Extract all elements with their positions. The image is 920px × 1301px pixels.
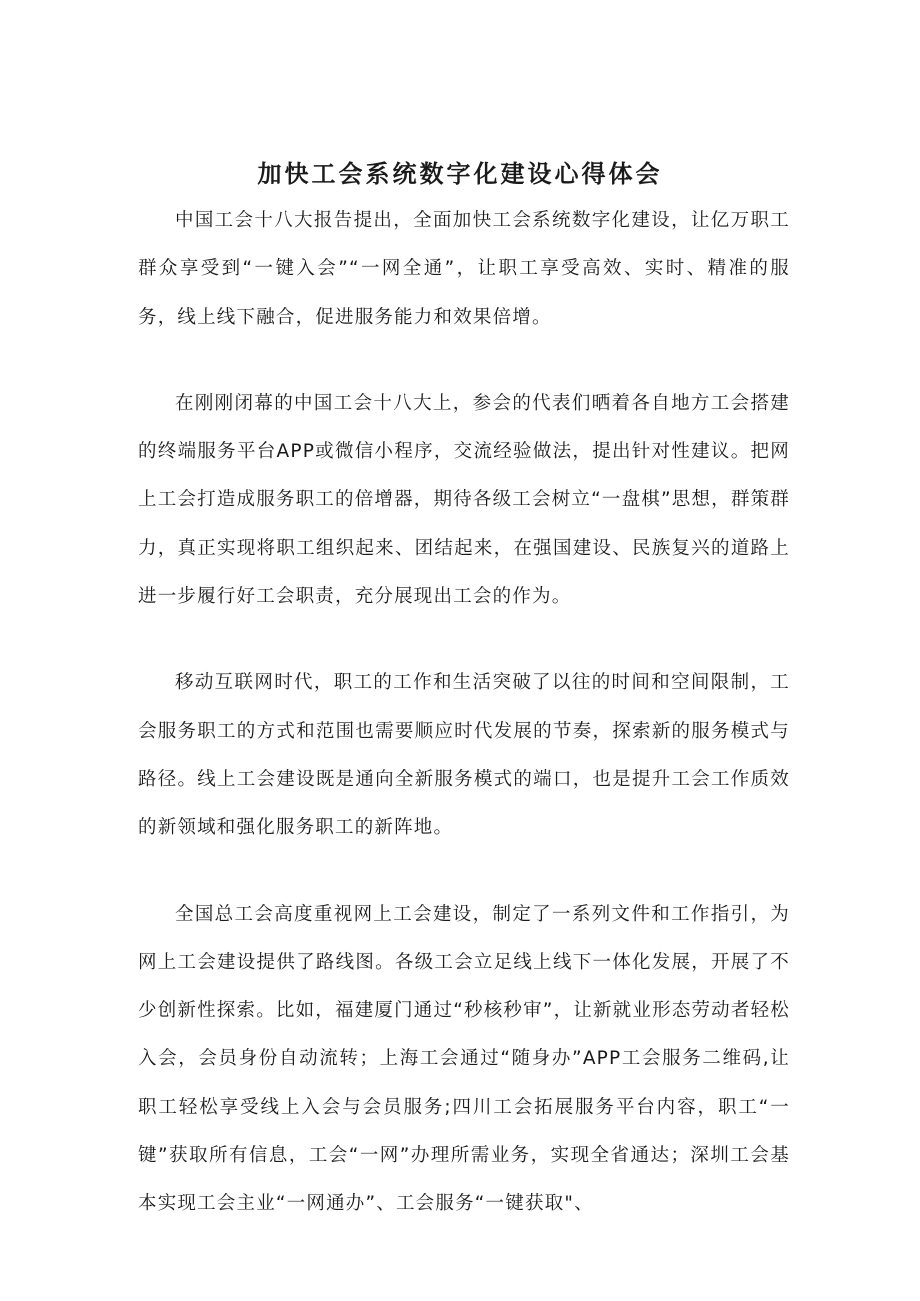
- paragraph: 中国工会十八大报告提出，全面加快工会系统数字化建设，让亿万职工群众享受到“一键入会”“一网全通”，让职工享受高效、实时、精准的服务，线上线下融合，促进服务能力和效果倍增。: [138, 210, 790, 328]
- paragraph: 移动互联网时代，职工的工作和生活突破了以往的时间和空间限制，工会服务职工的方式和范围也需要顺应时代发展的节奏，探索新的服务模式与路径。线上工会建设既是通向全新服务模式的端口，也是提升工会工作质效的新领域和强化服务职工的新阵地。: [138, 672, 790, 839]
- paragraph: 在刚刚闭幕的中国工会十八大上，参会的代表们晒着各自地方工会搭建的终端服务平台APP或微信小程序，交流经验做法，提出针对性建议。把网上工会打造成服务职工的倍增器，期待各级工会树立“一盘棋”思想，群策群力，真正实现将职工组织起来、团结起来，在强国建设、民族复兴的道路上进一步履行好工会职责，充分展现出工会的作为。: [138, 392, 790, 608]
- paragraph: 全国总工会高度重视网上工会建设，制定了一系列文件和工作指引，为网上工会建设提供了路线图。各级工会立足线上线下一体化发展，开展了不少创新性探索。比如，福建厦门通过“秒核秒审”，让新就业形态劳动者轻松入会，会员身份自动流转；上海工会通过“随身办”APP工会服务二维码,让职工轻松享受线上入会与会员服务;四川工会拓展服务平台内容，职工“一键”获取所有信息，工会“一网”办理所需业务，实现全省通达；深圳工会基本实现工会主业“一网通办”、工会服务“一键获取"、: [138, 903, 790, 1215]
- document-body: [138, 197, 790, 1229]
- document-title: 加快工会系统数字化建设心得体会: [257, 160, 663, 189]
